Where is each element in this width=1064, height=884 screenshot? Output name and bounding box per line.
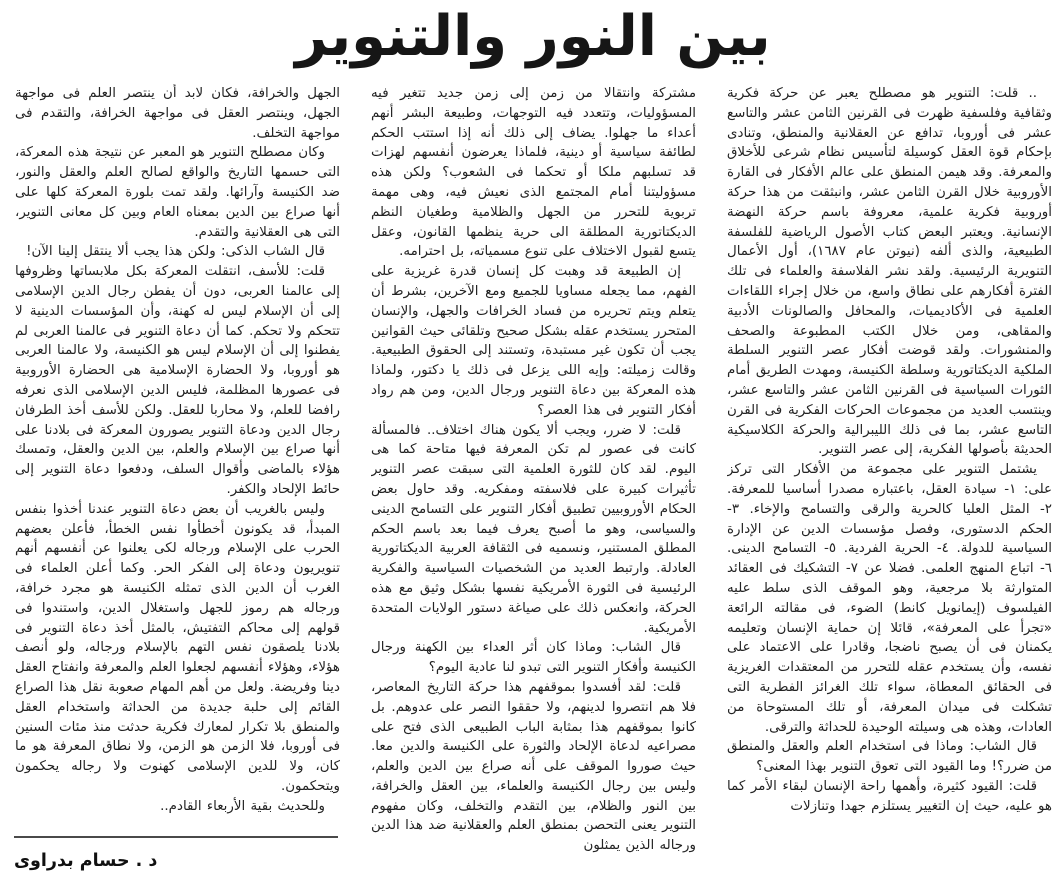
article-paragraph: قال الشاب: وماذا فى استخدام العلم والعقل والمنطق من ضرر؟! وما القيود التى تعوق التنوير بهذا المعنى؟ [727, 739, 1052, 775]
article-paragraph: قلت: لقد أفسدوا بموقفهم هذا حركة التاريخ المعاصر، فلا هم انتصروا لدينهم، ولا حققوا النصر على عدوهم. بل كانوا بموقفهم هذا بمثابة الباب الطبيعى الذى فتح على مصراعيه لدعاة الإلحاد والثورة على الكنيسة والدين معا. حيث صوروا الموقف على أنه صراع بين الدين والعلم، وليس بين رجال الكنيسة والعلماء، بين العقل والخرافة، بين النور والظلام، بين التقدم والتخلف، وكان مفهوم التنوير يعنى التحصن بمنطق العلم والعقلانية ضد هذا الدين ورجاله الذين يمثلون [371, 679, 696, 854]
column-middle [371, 84, 696, 866]
byline-block [14, 836, 338, 871]
article-paragraph: وليس بالغريب أن بعض دعاة التنوير عندنا أخذوا بنفس المبدأ، قد يكونون أخطأوا نفس الخطأ، فأعلن بعضهم الحرب على الإسلام ورجاله لكى يعلنوا عن أنفسهم أنهم تنويريون ودعاة إلى الفكر الحر. وكما أعلن العلماء فى الغرب أن الدين الذى تمثله الكنيسة هو مجرد خرافة، ورجاله هم رموز للجهل واستغلال الدين، واستندوا فى قولهم إلى محاكم التفتيش، بالمثل أخذ دعاة التنوير فى بلادنا يلصقون نفس التهم بالإسلام ورجاله، ولو أنصف هؤلاء، وهؤلاء أنفسهم لجعلوا العلم والمعرفة وانفتاح العقل دينا وفريضة. ولعل من أهم المهام صعوبة نقل هذا الصراع القائم إلى حلبة جديدة من الحداثة واستخدام العقل والمنطق بلا تكرار لمعارك فكرية حدثت منذ مئات السنين فى أوروبا، فلا الزمن هو الزمن، ولا نطاق المعرفة هو ما كان، ولا للدين الإسلامى كهنوت ولا رجاله يحكمون ويتحكمون. [15, 501, 340, 794]
article-paragraph: قلت: لا ضرر، ويجب ألا يكون هناك اختلاف.. فالمسألة كانت فى عصور لم تكن المعرفة فيها متاحة كما هى اليوم. لقد كان للثورة العلمية التى سبقت عصر التنوير تأثيرات كبيرة على فلاسفته ومفكريه. وقد حاول بعض الحكام الأوروبيين تطبيق أفكار التنوير على التسامح الدينى والسياسى، وهو ما أصبح يعرف فيما بعد باسم الحكم المطلق المستنير، ونسميه فى الثقافة العربية الديكتاتورية العادلة. وارتبط العديد من الشخصيات السياسية والفكرية الرئيسية فى الثورة الأمريكية نفسها بشكل وثيق مع هذه الحركة، وانعكس ذلك على صياغة دستور الولايات المتحدة الأمريكية. [371, 422, 696, 636]
article-paragraph: مشتركة وانتقالا من زمن إلى زمن جديد تتغير فيه المسؤوليات، وتتعدد فيه التوجهات، وطبيعة البشر أنهم أعداء ما جهلوا. يضاف إلى ذلك أنه إذا استتب الحكم لطائفة سياسية أو دينية، فلماذا يعرضون أنفسهم لهزات قد تسلبهم ملكا أو تحكما فى الشعوب؟ ولكن هذه مسؤوليتنا أمام المجتمع الذى نعيش فيه، وهى مهمة تربوية للتحرر من الجهل والظلامية وطغيان النظم الديكتاتورية المطلقة الى حرية ينظمها القانون، وعقل يتسع لقبول الاختلاف على تنوع مسمياته، بل احترامه. [371, 86, 696, 260]
author-byline: د . حسام بدراوى [14, 851, 158, 871]
article-paragraph: قال الشاب الذكى: ولكن هذا يجب ألا ينتقل إلينا الآن! [26, 244, 325, 260]
article-title: بين النور والتنوير [295, 4, 771, 69]
article-paragraph: إن الطبيعة قد وهبت كل إنسان قدرة غريزية على الفهم، مما يجعله مساويا للجميع ومع الآخرين، بشرط أن يتعلم ويتم تحريره من فساد الخرافات والجهل، والإنسان المتحرر يستخدم عقله بشكل صحيح وتلقائى حيث القوانين يجب أن تكون غير مستبدة، وتستند إلى الحقوق الطبيعية. وقالت زميلته: وإيه اللى يزعل فى ذلك يا دكتور، ولماذا هذه المعركة بين دعاة التنوير ورجال الدين، ومن هم رواد أفكار التنوير فى هذا العصر؟ [371, 264, 696, 418]
article-paragraph: .. قلت: التنوير هو مصطلح يعبر عن حركة فكرية وثقافية وفلسفية ظهرت فى القرنين الثامن عشر والتاسع عشر فى أوروبا، تدافع عن العقلانية والمنطق، وتنادى بإحكام قوة العقل كوسيلة لتأسيس نظام شرعى للأخلاق والمعرفة. وقد هيمن المنطق على عالم الأفكار فى القارة الأوروبية خلال القرن الثامن عشر، وانبثقت من هذا حركة أوروبية فكرية علمية، معروفة باسم حركة النهضة الإنسانية. ويعتبر البعض كتاب الأصول الرياضية للفلسفة الطبيعية، والذى ألفه (نيوتن عام ١٦٨٧)، أول الأعمال التنويرية الرئيسية. ولقد نشر الفلاسفة والعلماء فى تلك الفترة أفكارهم على نطاق واسع، من خلال إجراء اللقاءات العلمية فى الأكاديميات، والمحافل والصالونات الأدبية والمقاهى، ومن خلال الكتب المطبوعة والصحف والمنشورات. ولقد قوضت أفكار عصر التنوير السلطة الملكية الديكتاتورية وسلطة الكنيسة، ومهدت الطريق أمام الثورات السياسية فى القرنين الثامن عشر والتاسع عشر، وينتسب العديد من مجموعات الحركات الفكرية فى القرن التاسع عشر، بما فى ذلك الليبرالية والحركة الكلاسيكية الحديثة بأصولها الفكرية، إلى عصر التنوير. [727, 86, 1052, 458]
article-paragraph: قال الشاب: وماذا كان أثر العداء بين الكهنة ورجال الكنيسة وأفكار التنوير التى تبدو لنا عادية اليوم؟ [371, 640, 696, 676]
article-paragraph: يشتمل التنوير على مجموعة من الأفكار التى تركز على: ١- سيادة العقل، باعتباره مصدرا أساسيا للمعرفة. ٢- المثل العليا كالحرية والرقى والتسامح والإخاء. ٣- الحكم الدستورى، وفصل مؤسسات الدين عن الإدارة السياسية للدولة. ٤- الحرية الفردية. ٥- التسامح الدينى. ٦- اتباع المنهج العلمى. فضلا عن ٧- التشكيك فى العقائد المتوارثة بلا مرجعية، وهو الموقف الذى سلط عليه الفيلسوف (إيمانويل كانط) الضوء، فى مقالته الرائعة «تجرأ على المعرفة»، قائلا إن حماية الإنسان وتعليمه يكمنان فى أن يصبح ناضجا، وقادرا على الاعتماد على نفسه، وأن يستخدم عقله للتحرر من المعتقدات الغريزية فى الحقائق المعطاة، سواء تلك الغرائز الفطرية التى تشكلت فى ميدان المعرفة، أو تلك المستوحاة من العادات، وهذه هى وسيلته الوحيدة للحداثة والترقى. [727, 462, 1052, 735]
article-paragraph: قلت: القيود كثيرة، وأهمها راحة الإنسان لبقاء الأمر كما هو عليه، حيث إن التغيير يستلزم جهدا وتنازلات [727, 778, 1052, 814]
article-paragraph: الجهل والخرافة، فكان لابد أن ينتصر العلم فى مواجهة الجهل، وينتصر العقل فى مواجهة الخرافة، والتقدم فى مواجهة التخلف. [15, 86, 340, 141]
article-paragraph: وكان مصطلح التنوير هو المعبر عن نتيجة هذه المعركة، التى حسمها التاريخ والواقع لصالح العلم والعقل والنور، ضد الكنيسة وآرائها. ولقد تمت بلورة المعركة كلها على أنها صراع بين الدين بمعناه العام وبين كل معانى التنوير، التى هى العقلانية والتقدم. [15, 145, 340, 240]
byline-divider [14, 836, 338, 838]
article-columns [14, 84, 1052, 866]
article-paragraph: وللحديث بقية الأربعاء القادم.. [160, 798, 325, 814]
article-paragraph: قلت: للأسف، انتقلت المعركة بكل ملابساتها وظروفها إلى عالمنا العربى، دون أن يفطن رجال الدين الإسلامى إلى أن الإسلام ليس له كهنة، وأن المؤسسات الدينية لا تتحكم ولا تحكم. كما أن دعاة التنوير فى عالمنا العربى لم يفطنوا إلى أن الإسلام ليس هو الكنيسة، ولا عالمنا العربى هو أوروبا، ولا الحضارة الإسلامية هى الحضارة الأوروبية فى عصورها المظلمة، فليس الدين الإسلامى الذى نعرفه رافضا للعلم، ولا محاربا للعقل. ولكن للأسف أخذ الطرفان رجال الدين ودعاة التنوير يصورون المعركة فى بلادنا على أنها صراع بين الإسلام والعلم، بين الدين والعقل، وتمسك هؤلاء بالماضى وأقوال السلف، ودفعوا دعاة التنوير إلى حائط الإلحاد والكفر. [15, 264, 340, 497]
column-left [15, 84, 340, 818]
column-right [727, 84, 1052, 866]
